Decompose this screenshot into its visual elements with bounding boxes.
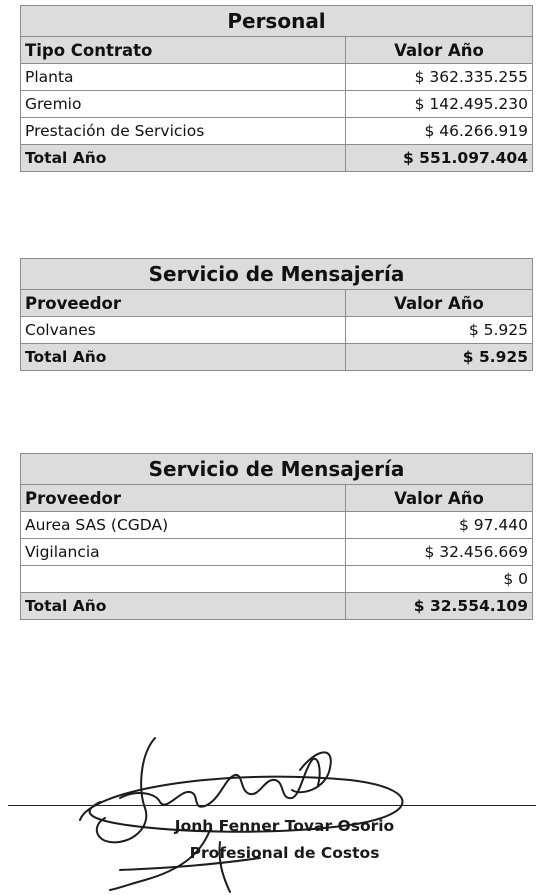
messaging-table-1 <box>20 258 533 371</box>
total-value: $ 5.925 <box>346 344 533 371</box>
table-row <box>21 91 533 118</box>
total-label: Total Año <box>21 145 346 172</box>
table-total-row <box>21 593 533 620</box>
row-value: $ 46.266.919 <box>346 118 533 145</box>
table-title-row <box>21 6 533 37</box>
row-value: $ 142.495.230 <box>346 91 533 118</box>
row-label: Aurea SAS (CGDA) <box>21 512 346 539</box>
table-row <box>21 539 533 566</box>
row-value: $ 0 <box>346 566 533 593</box>
column-header-provider: Proveedor <box>21 290 346 317</box>
messaging-table-2 <box>20 453 533 620</box>
column-header-type: Tipo Contrato <box>21 37 346 64</box>
column-header-provider: Proveedor <box>21 485 346 512</box>
table-total-row <box>21 145 533 172</box>
row-value: $ 362.335.255 <box>346 64 533 91</box>
row-label: Vigilancia <box>21 539 346 566</box>
total-value: $ 32.554.109 <box>346 593 533 620</box>
personal-table <box>20 5 533 172</box>
column-header-value: Valor Año <box>346 37 533 64</box>
table-title: Servicio de Mensajería <box>21 454 533 485</box>
table-header-row <box>21 290 533 317</box>
column-header-value: Valor Año <box>346 485 533 512</box>
table-title: Servicio de Mensajería <box>21 259 533 290</box>
row-label: Prestación de Servicios <box>21 118 346 145</box>
table-row <box>21 118 533 145</box>
table-total-row <box>21 344 533 371</box>
total-value: $ 551.097.404 <box>346 145 533 172</box>
table-title: Personal <box>21 6 533 37</box>
total-label: Total Año <box>21 344 346 371</box>
row-value: $ 97.440 <box>346 512 533 539</box>
table-row <box>21 566 533 593</box>
total-label: Total Año <box>21 593 346 620</box>
table-header-row <box>21 37 533 64</box>
column-header-value: Valor Año <box>346 290 533 317</box>
row-label: Colvanes <box>21 317 346 344</box>
signer-role: Profesional de Costos <box>189 844 380 862</box>
table-title-row <box>21 454 533 485</box>
row-label: Planta <box>21 64 346 91</box>
row-value: $ 32.456.669 <box>346 539 533 566</box>
row-label <box>21 566 346 593</box>
table-header-row <box>21 485 533 512</box>
table-row <box>21 64 533 91</box>
signature-line <box>8 805 536 806</box>
signer-name: Jonh Fenner Tovar Osorio <box>174 817 395 835</box>
table-title-row <box>21 259 533 290</box>
row-label: Gremio <box>21 91 346 118</box>
row-value: $ 5.925 <box>346 317 533 344</box>
table-row <box>21 512 533 539</box>
handwritten-signature <box>60 730 430 895</box>
table-row <box>21 317 533 344</box>
